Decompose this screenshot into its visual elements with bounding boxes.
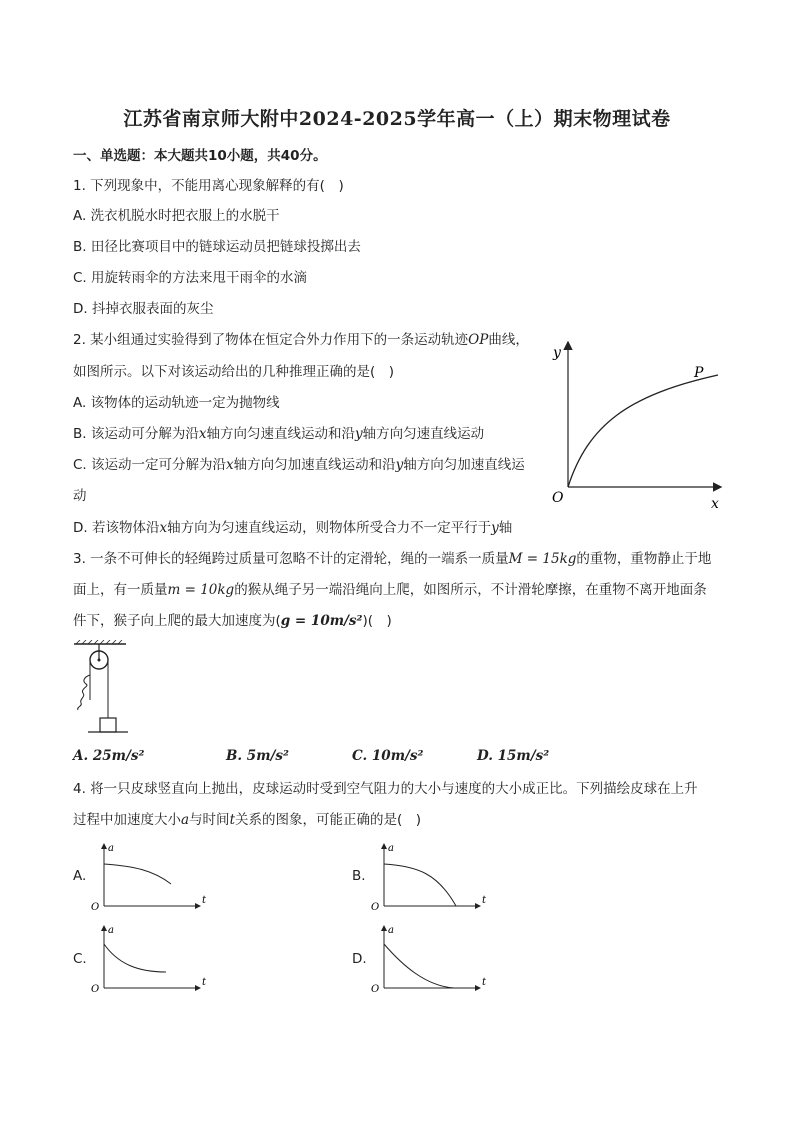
q2-label-y: y (553, 345, 561, 361)
q3-text2: 面上，有一质量 (73, 582, 168, 598)
q4d-label-o: O (371, 984, 380, 995)
q3-gravity: g = 10m/s² (280, 613, 363, 629)
q2-c-text2: 轴方向匀加速直线运动和沿 (233, 457, 396, 473)
q1-option-b: B. 田径比赛项目中的链球运动员把链球投掷出去 (73, 239, 361, 255)
q4-graph-d (368, 922, 498, 997)
q2-stem-line2: 如图所示。以下对该运动给出的几种推理正确的是( ) (73, 364, 395, 380)
q2-c-var-x: x (226, 457, 234, 473)
q2-d-var-y: y (491, 520, 499, 536)
q2-d-text3: 轴 (498, 520, 513, 536)
q2-trajectory-figure (548, 335, 728, 515)
q1-option-c: C. 用旋转雨伞的方法来甩干雨伞的水滴 (73, 270, 308, 286)
q2-option-c-cont: 动 (73, 488, 87, 504)
q4-graph-a-label: A. (73, 868, 87, 884)
q3-weight-block (100, 718, 116, 732)
q4-graph-a (88, 840, 218, 915)
q2-b-text2: 轴方向匀速直线运动和沿 (206, 426, 355, 442)
q2-stem-text: 2. 某小组通过实验得到了物体在恒定合外力作用下的一条运动轨迹 (73, 332, 469, 348)
q4-graph-c-label: C. (73, 951, 87, 967)
q3-option-a-text: A. 25m/s² (73, 748, 145, 764)
q3-text2b: 的猴从绳子另一端沿绳向上爬，如图所示，不计滑轮摩擦，在重物不离开地面条 (234, 582, 707, 598)
q4c-label-t: t (202, 977, 207, 988)
q2-c-text3: 轴方向匀加速直线运 (403, 457, 525, 473)
q2-b-var-y: y (354, 426, 363, 442)
q3-mass-big: M = 15kg (508, 551, 577, 567)
q4-text3: 关系的图象，可能正确的是( ) (235, 812, 422, 828)
q1-option-d: D. 抖掉衣服表面的灰尘 (73, 301, 214, 317)
q2-var-op: OP (468, 332, 489, 348)
q2-option-b (73, 424, 484, 444)
q4d-curve (384, 944, 454, 988)
q3-stem-line2 (73, 580, 707, 600)
q2-c-text1: C. 该运动一定可分解为沿 (73, 457, 227, 473)
q3-option-a (73, 746, 144, 766)
q3-pulley-figure (70, 640, 130, 740)
q4a-label-o: O (91, 902, 100, 913)
q4-text2: 与时间 (189, 812, 230, 828)
q2-label-o: O (552, 490, 564, 506)
q4-graph-d-label: D. (352, 951, 367, 967)
q3-stem-line3 (73, 611, 392, 631)
q4b-curve (384, 864, 456, 906)
q4c-label-a: a (108, 925, 114, 936)
q3-option-b (226, 746, 289, 766)
q3-monkey (78, 675, 90, 710)
q3-text3: 件下，猴子向上爬的最大加速度为( (73, 613, 281, 629)
q2-stem-line1 (73, 330, 529, 350)
q4d-label-t: t (482, 977, 487, 988)
q3-option-d (477, 746, 549, 766)
q3-text1: 3. 一条不可伸长的轻绳跨过质量可忽略不计的定滑轮，绳的一端系一质量 (73, 551, 509, 567)
q2-option-a: A. 该物体的运动轨迹一定为抛物线 (73, 395, 280, 411)
q4-stem-line2 (73, 810, 421, 830)
q4d-label-a: a (388, 925, 394, 936)
q2-label-x: x (711, 496, 719, 512)
q2-d-var-x: x (159, 520, 168, 536)
q4c-curve (104, 944, 166, 972)
q4b-label-t: t (482, 895, 487, 906)
q2-curve-op (568, 375, 718, 487)
q3-option-b-text: B. 5m/s² (226, 748, 289, 764)
q4-graph-c (88, 922, 218, 997)
q2-d-text1: D. 若该物体沿 (73, 520, 160, 536)
q2-b-var-x: x (198, 426, 207, 442)
q3-stem-line1 (73, 549, 711, 569)
q3-text1b: 的重物，重物静止于地 (576, 551, 712, 567)
q2-option-d (73, 518, 512, 538)
q3-option-d-text: D. 15m/s² (477, 748, 550, 764)
q4-var-t: t (229, 812, 235, 828)
section-heading: 一、单选题：本大题共10小题，共40分。 (73, 148, 327, 164)
q4b-label-a: a (388, 843, 394, 854)
q4-graph-b (368, 840, 498, 915)
q3-option-c (352, 746, 423, 766)
q4-text1: 过程中加速度大小 (73, 812, 181, 828)
q4-stem-line1: 4. 将一只皮球竖直向上抛出，皮球运动时受到空气阻力的大小与速度的大小成正比。下列描绘皮球在上升 (73, 781, 698, 797)
exam-title: 江苏省南京师大附中2024-2025学年高一（上）期末物理试卷 (123, 108, 671, 130)
q2-label-p: P (694, 365, 704, 381)
q2-option-c (73, 455, 525, 475)
q4-var-a: a (181, 812, 190, 828)
q4a-curve (104, 864, 171, 884)
q2-b-text1: B. 该运动可分解为沿 (73, 426, 199, 442)
q2-stem-text-end: 曲线， (488, 332, 529, 348)
q4c-label-o: O (91, 984, 100, 995)
q3-mass-small: m = 10kg (167, 582, 235, 598)
q2-c-var-y: y (395, 457, 404, 473)
q3-text3b: )( ) (362, 613, 392, 629)
q1-option-a: A. 洗衣机脱水时把衣服上的水脱干 (73, 208, 280, 224)
q4a-label-t: t (202, 895, 207, 906)
q3-option-c-text: C. 10m/s² (352, 748, 424, 764)
q1-stem: 1. 下列现象中，不能用离心现象解释的有( ) (73, 178, 344, 194)
q4-graph-b-label: B. (352, 868, 366, 884)
q2-d-text2: 轴方向为匀速直线运动，则物体所受合力不一定平行于 (167, 520, 492, 536)
q4a-label-a: a (108, 843, 114, 854)
q2-b-text3: 轴方向匀速直线运动 (362, 426, 485, 442)
q4b-label-o: O (371, 902, 380, 913)
